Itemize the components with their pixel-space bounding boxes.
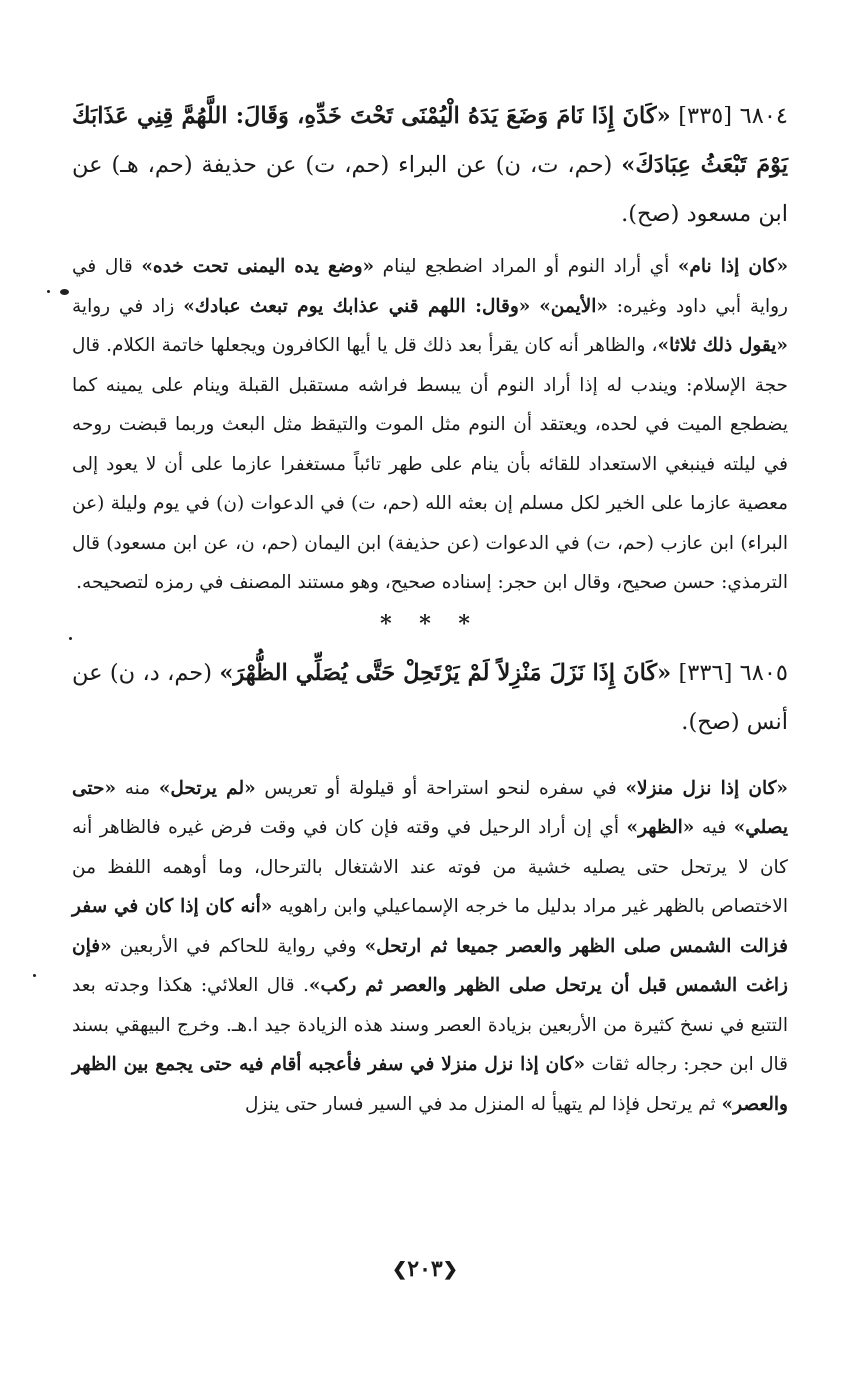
commentary-6805 [72, 769, 788, 1125]
ornament-right-icon: ❮ [442, 1259, 458, 1280]
hadith-sources: (حم، د، ن) عن أنس (صح). [72, 659, 788, 735]
quoted-phrase: «كان إذا نزل منزلا في سفر فأعجبه أقام فيه حتى يجمع بين الظهر والعصر» [72, 1054, 788, 1115]
hadith-number: ٦٨٠٤ [739, 103, 788, 129]
hadith-number: ٦٨٠٥ [739, 659, 788, 686]
hadith-reference: [٣٣٥] [678, 103, 733, 129]
page-number-value: ٢٠٣ [407, 1256, 443, 1282]
quoted-phrase: «وضع يده اليمنى تحت خده» [141, 256, 375, 277]
commentary-text [530, 296, 539, 317]
quoted-phrase: «وقال: اللهم قني عذابك يوم تبعث عبادك» [183, 295, 531, 317]
hadith-6804 [72, 92, 788, 239]
ink-speck-icon [60, 289, 69, 295]
hadith-text: «كَانَ إِذَا نَامَ وَضَعَ يَدَهُ الْيُمْنَى تَحْتَ خَدِّهِ، وَقَالَ: اللَّهُمَّ قِنِي عَذَابَكَ يَوْمَ تَبْعَثُ عِبَادَكَ» [72, 103, 789, 178]
hadith-sources: (حم، ت، ن) عن البراء (حم، ت) عن حذيفة (حم، هـ) عن ابن مسعود (صح). [72, 152, 788, 227]
commentary-text: زاد في رواية [72, 295, 184, 317]
commentary-6804 [72, 247, 788, 603]
quoted-phrase: «يقول ذلك ثلاثا» [657, 335, 788, 356]
section-separator: * * * [380, 610, 480, 637]
quoted-phrase: «حتى يصلي» [72, 777, 788, 838]
quoted-phrase: «الظهر» [626, 817, 695, 838]
quoted-phrase: «كان إذا نزل منزلا» [625, 777, 788, 799]
ornament-left-icon: ❯ [392, 1259, 408, 1280]
quoted-phrase: «لم يرتحل» [158, 777, 256, 799]
ink-dot-icon [69, 637, 72, 640]
commentary-text: في سفره لنحو استراحة أو قيلولة أو تعريس [255, 777, 626, 799]
hadith-reference: [٣٣٦] [678, 659, 733, 686]
commentary-text: ثم يرتحل فإذا لم يتهيأ له المنزل مد في السير فسار حتى ينزل [244, 1093, 722, 1115]
commentary-text: منه [116, 777, 159, 799]
quoted-phrase: «الأيمن» [539, 295, 608, 317]
commentary-text: فيه [694, 817, 734, 838]
page-number [0, 1256, 850, 1282]
commentary-text: . قال العلائي: هكذا وجدته بعد التتبع في نسخ كثيرة من الأربعين بزيادة العصر وسند هذه الزيادة جيد ا.هـ. وخرج البيهقي بسند قال ابن حجر: رجاله ثقات [72, 975, 789, 1075]
commentary-text: قال في رواية أبي داود وغيره: [72, 256, 788, 317]
ink-dot-icon [33, 974, 36, 977]
page-content [72, 92, 788, 1124]
quoted-phrase: «فإن زاغت الشمس قبل أن يرتحل صلى الظهر والعصر ثم ركب» [72, 935, 788, 996]
commentary-text: أي إن أراد الرحيل في وقته فإن كان في وقت فرض غيره فالظاهر أنه كان لا يرتحل حتى يصليه خشية من فوته عند الاشتغال بالترحال، وما أوهمه اللفظ من الاختصاص بالظهر غير مراد بدليل ما خرجه الإسماعيلي وابن راهويه [72, 817, 788, 917]
hadith-6805 [72, 649, 788, 747]
commentary-text: أي أراد النوم أو المراد اضطجع لينام [374, 256, 678, 277]
quoted-phrase: «كان إذا نام» [677, 256, 789, 277]
commentary-text: ، والظاهر أنه كان يقرأ بعد ذلك قل يا أيها الكافرون ويجعلها خاتمة الكلام. قال حجة الإسلام: ويندب له إذا أراد النوم أن يبسط فراشه مستقبل القبلة وينام على يمينه كما يضطجع الميت في لحده، ويعتقد أن النوم مثل الموت والتيقظ مثل البعث وربما قبضت روحه في ليلته فينبغي الاستعداد للقائه بأن ينام على طهر تائباً مستغفرا عازما على أن لا يعود إلى معصية عازما على الخير لكل مسلم إن بعثه الله (حم، ت) في الدعوات (ن) في يوم وليلة (عن البراء) ابن عازب (حم، ت) في الدعوات (عن حذيفة) ابن اليمان (حم، ن، عن ابن مسعود) قال الترمذي: حسن صحيح، وقال ابن حجر: إسناده صحيح، وهو مستند المصنف في رمزه لتصحيحه. [72, 335, 788, 593]
ink-dot-icon [47, 290, 50, 293]
commentary-text: وفي رواية للحاكم في الأربعين [111, 935, 365, 957]
quoted-phrase: «أنه كان إذا كان في سفر فزالت الشمس صلى الظهر والعصر جميعا ثم ارتحل» [72, 896, 788, 957]
hadith-text: «كَانَ إِذَا نَزَلَ مَنْزِلاً لَمْ يَرْتَحِلْ حَتَّى يُصَلِّي الظُّهْرَ» [219, 659, 672, 686]
